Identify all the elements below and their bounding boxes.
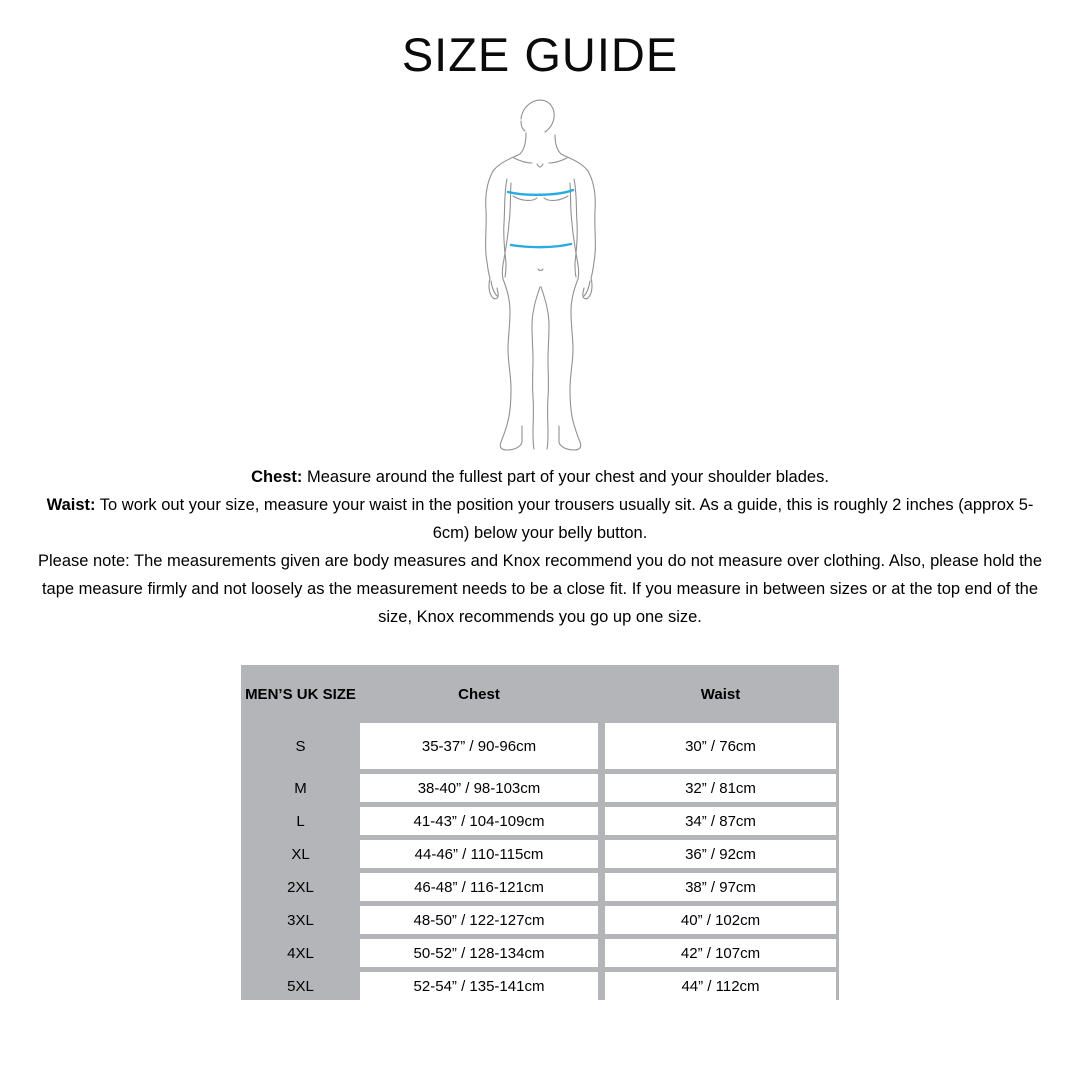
size-label: L [296, 812, 305, 830]
size-table-body [241, 723, 839, 1000]
chest-value: 44-46” / 110-115cm [360, 840, 598, 868]
table-row [241, 972, 839, 1000]
chest-value: 46-48” / 116-121cm [360, 873, 598, 901]
chest-instruction-label: Chest: [251, 468, 303, 487]
chest-instruction-text: Measure around the fullest part of your chest and your shoulder blades. [302, 468, 829, 487]
header-chest: Chest [458, 685, 500, 703]
size-table [241, 665, 839, 1000]
male-body-outline-illustration [480, 97, 601, 457]
chest-value: 35-37” / 90-96cm [360, 723, 598, 769]
waist-instruction [38, 491, 1043, 547]
waist-value: 42” / 107cm [605, 939, 836, 967]
chest-measurement-line [508, 190, 573, 195]
body-measurement-figure [480, 97, 601, 457]
waist-instruction-text: To work out your size, measure your waist in the position your trousers usually sit. As a guide, this is roughly 2 inches (approx 5-6cm) below your belly button. [95, 496, 1034, 543]
size-label: XL [291, 845, 310, 863]
chest-value: 48-50” / 122-127cm [360, 906, 598, 934]
header-mens-uk-size: MEN’S UK SIZE [245, 685, 356, 703]
waist-value: 44” / 112cm [605, 972, 836, 1000]
waist-instruction-label: Waist: [46, 496, 96, 515]
chest-instruction [38, 463, 1043, 491]
waist-value: 40” / 102cm [605, 906, 836, 934]
waist-value: 38” / 97cm [605, 873, 836, 901]
table-row [241, 873, 839, 901]
size-label: 5XL [287, 977, 314, 995]
chest-value: 52-54” / 135-141cm [360, 972, 598, 1000]
waist-value: 30” / 76cm [605, 723, 836, 769]
table-row [241, 774, 839, 802]
waist-measurement-line [511, 244, 571, 247]
size-label: 4XL [287, 944, 314, 962]
table-row [241, 939, 839, 967]
waist-value: 32” / 81cm [605, 774, 836, 802]
size-label: 3XL [287, 911, 314, 929]
chest-value: 41-43” / 104-109cm [360, 807, 598, 835]
size-label: 2XL [287, 878, 314, 896]
table-row [241, 723, 839, 769]
measurement-instructions [38, 463, 1043, 631]
table-row [241, 807, 839, 835]
header-waist: Waist [700, 685, 741, 703]
waist-value: 34” / 87cm [605, 807, 836, 835]
chest-value: 50-52” / 128-134cm [360, 939, 598, 967]
waist-value: 36” / 92cm [605, 840, 836, 868]
table-row [241, 906, 839, 934]
page-title: SIZE GUIDE [401, 28, 679, 81]
size-label: S [295, 737, 306, 755]
size-label: M [294, 779, 307, 797]
size-table-header-row [241, 665, 839, 723]
please-note-text: Please note: The measurements given are body measures and Knox recommend you do not measure over clothing. Also, please hold the tape measure firmly and not loosely as the measurement needs to be a close fit. If you measure in between sizes or at the top end of the size, Knox recommends you go up one size. [37, 552, 1043, 627]
chest-value: 38-40” / 98-103cm [360, 774, 598, 802]
table-row [241, 840, 839, 868]
